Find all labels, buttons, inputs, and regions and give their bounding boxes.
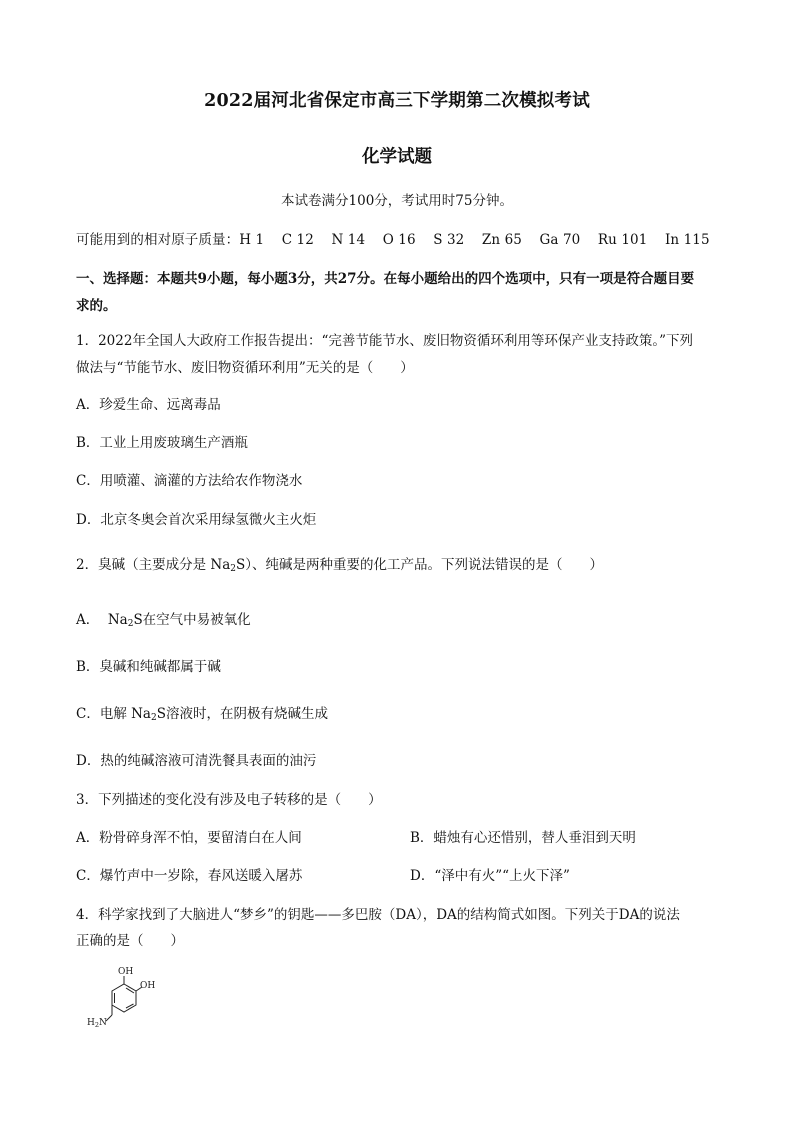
exam-subject: 化学试题 xyxy=(362,147,432,167)
q1-stem-line1: 1．2022年全国人大政府工作报告提出：“完善节能节水、废旧物资循环利用等环保产业支持政策。”下列 xyxy=(76,333,693,349)
amine-label xyxy=(87,1018,107,1029)
q2-stem-post: S）、纯碱是两种重要的化工产品。下列说法错误的是（ ） xyxy=(235,557,603,573)
q2-option-b: B．臭碱和纯碱都属于碱 xyxy=(76,659,221,675)
q4-stem-line2: 正确的是（ ） xyxy=(76,933,184,949)
q1-option-c: C．用喷灌、滴灌的方法给农作物浇水 xyxy=(76,473,303,489)
section-heading-line2: 求的。 xyxy=(76,298,117,314)
q2-option-a-sub: 2 xyxy=(127,619,134,629)
dopamine-structure xyxy=(84,964,164,1036)
q2-option-a xyxy=(76,608,251,629)
q3-option-c: C．爆竹声中一岁除，春风送暖入屠苏 xyxy=(76,868,303,884)
q2-stem-sub: 2 xyxy=(230,564,236,574)
bond-chain-2 xyxy=(106,1015,112,1021)
q1-option-d: D．北京冬奥会首次采用绿氢微火主火炬 xyxy=(76,512,317,528)
amine-n: N xyxy=(99,1018,107,1028)
section-heading-line1: 一、选择题：本题共9小题，每小题3分，共27分。在每小题给出的四个选项中，只有一项是符合题目要 xyxy=(76,271,695,287)
amine-h: H xyxy=(87,1018,95,1028)
exam-note: 本试卷满分100分，考试用时75分钟。 xyxy=(281,193,513,209)
q1-option-a: A．珍爱生命、远离毒品 xyxy=(76,397,221,413)
atomic-masses: 可能用到的相对原子质量：H 1 C 12 N 14 O 16 S 32 Zn 65 Ga 70 Ru 101 In 115 xyxy=(76,232,710,248)
q2-stem xyxy=(76,553,603,574)
q2-option-d: D．热的纯碱溶液可清洗餐具表面的油污 xyxy=(76,753,317,769)
q2-stem-pre: 2．臭碱（主要成分是 Na xyxy=(76,557,231,573)
q3-option-b: B．蜡烛有心还惜别，替人垂泪到天明 xyxy=(410,830,636,846)
exam-title: 2022届河北省保定市高三下学期第二次模拟考试 xyxy=(204,91,590,111)
q1-stem-line2: 做法与“节能节水、废旧物资循环利用”无关的是（ ） xyxy=(76,360,414,376)
q2-option-c-pre: C．电解 Na xyxy=(76,706,151,722)
q2-option-c-sub: 2 xyxy=(150,713,157,723)
q2-option-c xyxy=(76,702,328,723)
q4-stem-line1: 4．科学家找到了大脑进人“梦乡”的钥匙——多巴胺（DA），DA的结构简式如图。下列关于DA的说法 xyxy=(76,907,680,923)
benzene-ring xyxy=(112,984,136,1012)
oh-top-label: OH xyxy=(118,967,134,977)
q2-option-a-post: S在空气中易被氧化 xyxy=(133,612,251,628)
amine-sub: 2 xyxy=(94,1021,99,1029)
q3-stem: 3．下列描述的变化没有涉及电子转移的是（ ） xyxy=(76,792,382,808)
q2-option-a-pre: A． Na xyxy=(76,612,128,628)
q1-option-b: B．工业上用废玻璃生产酒瓶 xyxy=(76,435,248,451)
oh-right-label: OH xyxy=(140,981,156,991)
q3-option-a: A．粉骨碎身浑不怕，要留清白在人间 xyxy=(76,830,302,846)
q3-option-d: D．“泽中有火”“上火下泽” xyxy=(410,868,570,884)
q2-option-c-post: S溶液时，在阴极有烧碱生成 xyxy=(156,706,328,722)
